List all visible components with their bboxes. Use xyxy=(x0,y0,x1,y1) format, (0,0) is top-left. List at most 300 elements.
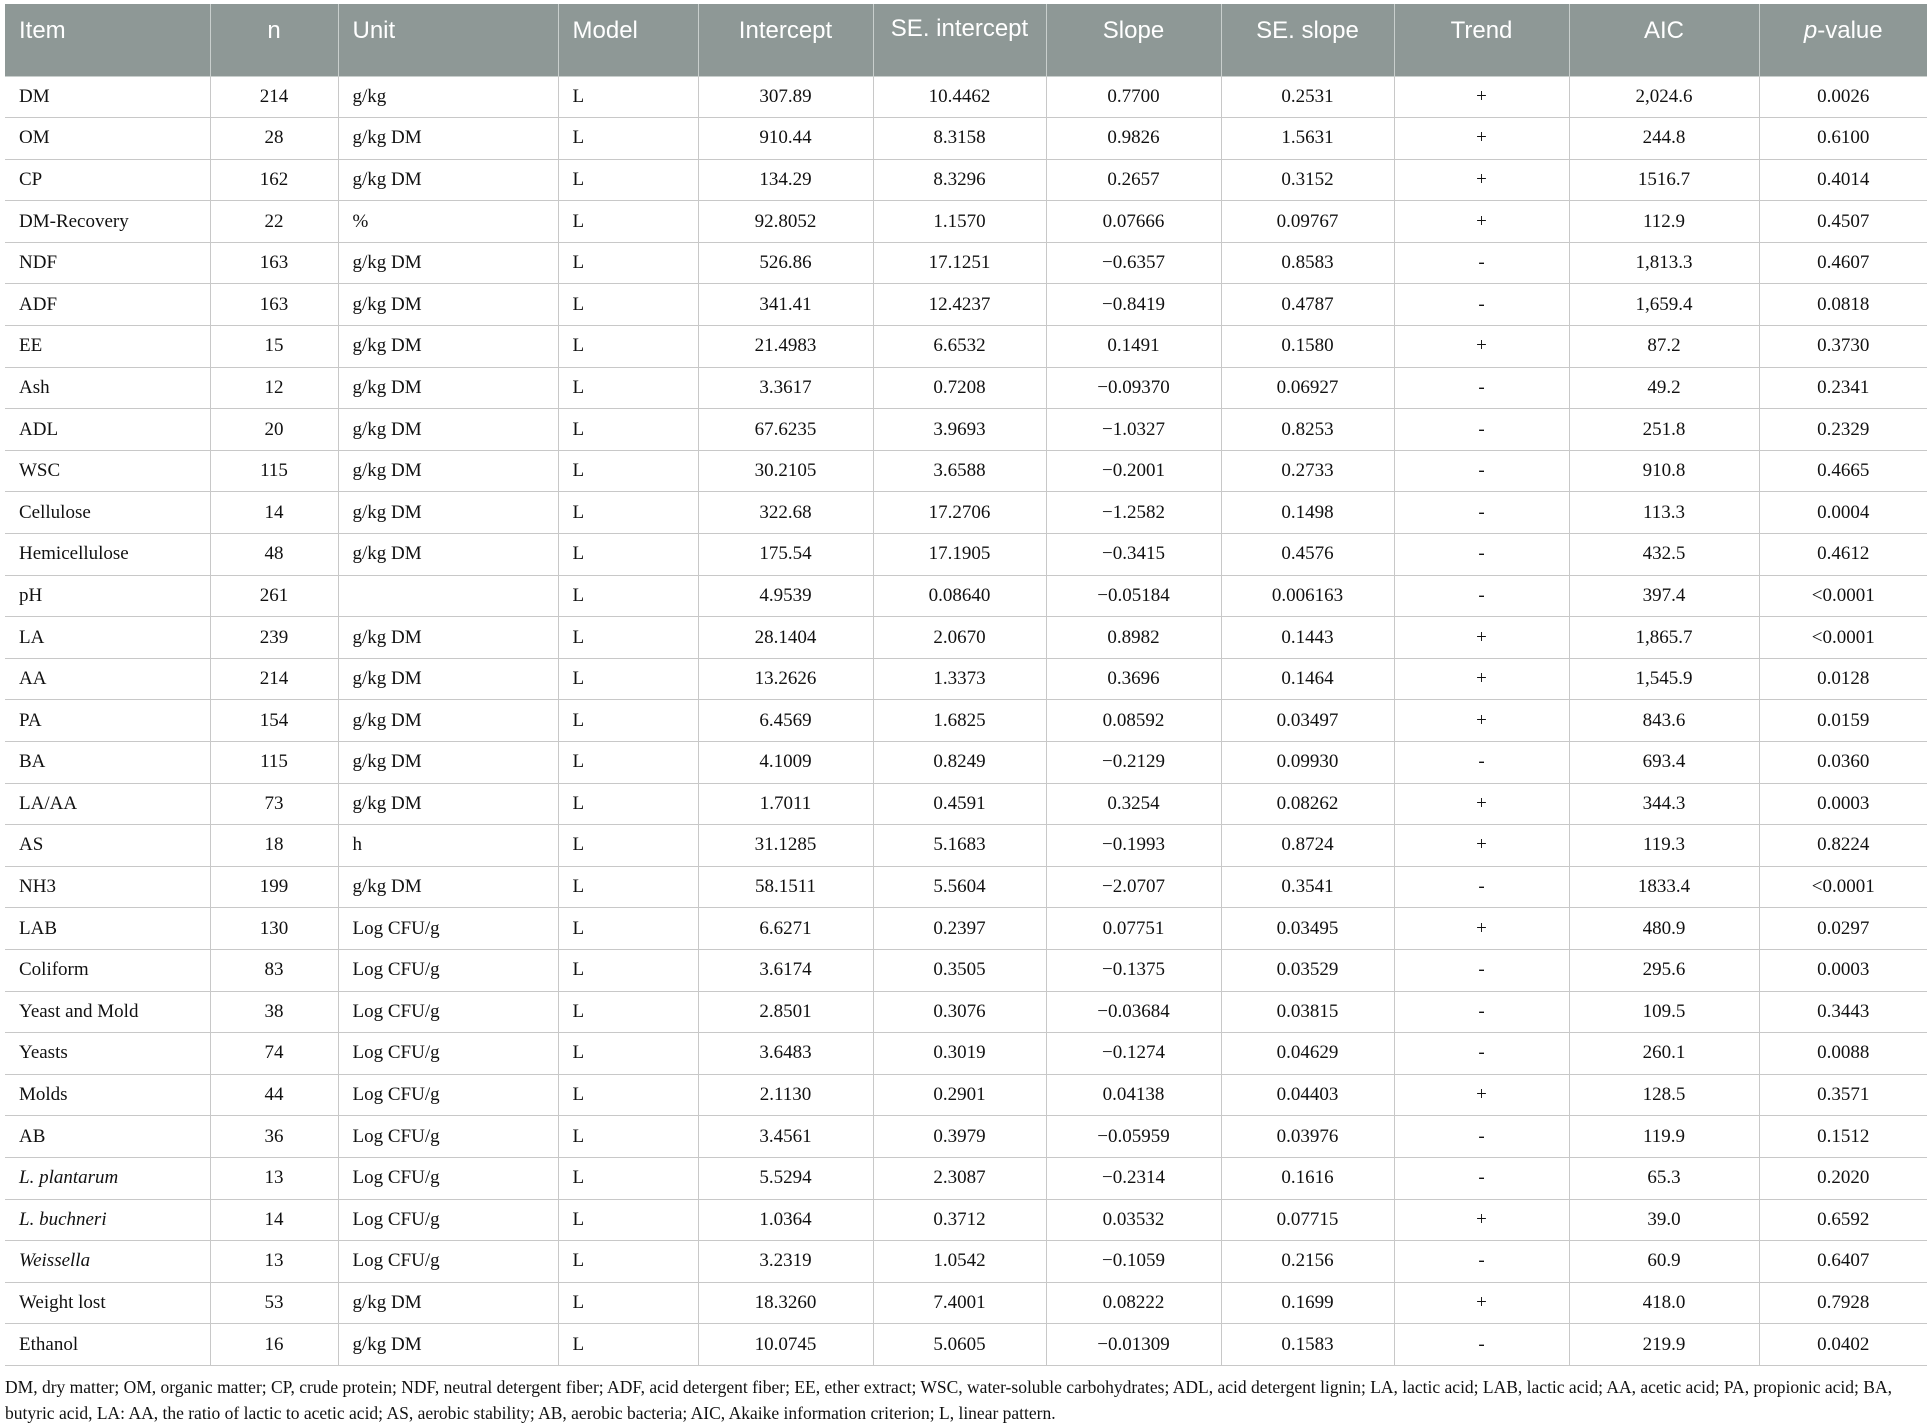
cell-model: L xyxy=(558,534,698,576)
cell-trend: - xyxy=(1394,1157,1569,1199)
cell-trend: - xyxy=(1394,991,1569,1033)
cell-item: Cellulose xyxy=(5,492,210,534)
cell-p-value: 0.0003 xyxy=(1759,783,1927,825)
cell-se-slope: 0.4576 xyxy=(1221,534,1394,576)
cell-intercept: 341.41 xyxy=(698,284,873,326)
table-row xyxy=(5,783,1927,825)
cell-item: Hemicellulose xyxy=(5,534,210,576)
header-n: n xyxy=(210,4,338,76)
cell-trend: + xyxy=(1394,783,1569,825)
cell-model: L xyxy=(558,492,698,534)
header-row xyxy=(5,4,1927,76)
cell-trend: + xyxy=(1394,118,1569,160)
cell-model: L xyxy=(558,783,698,825)
cell-model: L xyxy=(558,1074,698,1116)
cell-unit: Log CFU/g xyxy=(338,991,558,1033)
cell-aic: 910.8 xyxy=(1569,450,1759,492)
cell-model: L xyxy=(558,201,698,243)
cell-slope: 0.2657 xyxy=(1046,159,1221,201)
cell-unit: g/kg DM xyxy=(338,242,558,284)
cell-slope: −0.05184 xyxy=(1046,575,1221,617)
cell-slope: −0.2314 xyxy=(1046,1157,1221,1199)
table-row xyxy=(5,118,1927,160)
cell-intercept: 307.89 xyxy=(698,76,873,118)
table-row xyxy=(5,326,1927,368)
cell-p-value: 0.6100 xyxy=(1759,118,1927,160)
cell-item: ADF xyxy=(5,284,210,326)
cell-aic: 87.2 xyxy=(1569,326,1759,368)
cell-intercept: 526.86 xyxy=(698,242,873,284)
table-row xyxy=(5,949,1927,991)
cell-p-value: 0.6407 xyxy=(1759,1241,1927,1283)
cell-se-slope: 0.04629 xyxy=(1221,1033,1394,1075)
cell-n: 48 xyxy=(210,534,338,576)
cell-se-slope: 0.1498 xyxy=(1221,492,1394,534)
cell-slope: −0.01309 xyxy=(1046,1324,1221,1366)
cell-intercept: 18.3260 xyxy=(698,1282,873,1324)
cell-trend: - xyxy=(1394,242,1569,284)
cell-aic: 244.8 xyxy=(1569,118,1759,160)
cell-se-intercept: 3.6588 xyxy=(873,450,1046,492)
table-footnote: DM, dry matter; OM, organic matter; CP, crude protein; NDF, neutral detergent fiber; ADF, acid detergent fiber; EE, ether extract; WSC, water-soluble carbohydrates; ADL, acid detergent lignin; LA, lactic acid; LAB, lactic acid; AA, acetic acid; PA, propionic acid; BA, butyric acid, LA: AA, the ratio of lactic to acetic acid; AS, aerobic stability; AB, aerobic bacteria; AIC, Akaike information criterion; L, linear pattern. xyxy=(5,1376,1892,1423)
cell-aic: 1,545.9 xyxy=(1569,658,1759,700)
cell-unit: g/kg DM xyxy=(338,534,558,576)
cell-item: WSC xyxy=(5,450,210,492)
cell-se-slope: 0.07715 xyxy=(1221,1199,1394,1241)
cell-aic: 1,659.4 xyxy=(1569,284,1759,326)
cell-item: Molds xyxy=(5,1074,210,1116)
cell-se-intercept: 0.3019 xyxy=(873,1033,1046,1075)
cell-n: 83 xyxy=(210,949,338,991)
cell-intercept: 58.1511 xyxy=(698,866,873,908)
cell-model: L xyxy=(558,1199,698,1241)
cell-trend: + xyxy=(1394,326,1569,368)
regression-table xyxy=(5,4,1927,1366)
cell-n: 16 xyxy=(210,1324,338,1366)
cell-item: L. buchneri xyxy=(5,1199,210,1241)
header-slope: Slope xyxy=(1046,4,1221,76)
cell-unit: Log CFU/g xyxy=(338,1033,558,1075)
cell-item: NDF xyxy=(5,242,210,284)
cell-item: LA xyxy=(5,617,210,659)
cell-item: LAB xyxy=(5,908,210,950)
table-row xyxy=(5,866,1927,908)
cell-n: 130 xyxy=(210,908,338,950)
header-p-rest: -value xyxy=(1817,17,1883,44)
cell-unit: g/kg DM xyxy=(338,658,558,700)
cell-trend: + xyxy=(1394,908,1569,950)
cell-slope: −0.03684 xyxy=(1046,991,1221,1033)
cell-slope: 0.8982 xyxy=(1046,617,1221,659)
cell-se-slope: 0.1699 xyxy=(1221,1282,1394,1324)
cell-p-value: <0.0001 xyxy=(1759,575,1927,617)
cell-slope: −0.2001 xyxy=(1046,450,1221,492)
cell-intercept: 4.9539 xyxy=(698,575,873,617)
cell-p-value: 0.3730 xyxy=(1759,326,1927,368)
cell-n: 162 xyxy=(210,159,338,201)
cell-n: 115 xyxy=(210,450,338,492)
cell-p-value: 0.7928 xyxy=(1759,1282,1927,1324)
cell-p-value: 0.2341 xyxy=(1759,367,1927,409)
cell-p-value: 0.0088 xyxy=(1759,1033,1927,1075)
cell-p-value: <0.0001 xyxy=(1759,617,1927,659)
cell-se-intercept: 10.4462 xyxy=(873,76,1046,118)
cell-n: 73 xyxy=(210,783,338,825)
cell-model: L xyxy=(558,1241,698,1283)
cell-p-value: 0.0004 xyxy=(1759,492,1927,534)
cell-aic: 128.5 xyxy=(1569,1074,1759,1116)
cell-slope: −0.05959 xyxy=(1046,1116,1221,1158)
cell-item: Yeasts xyxy=(5,1033,210,1075)
cell-slope: 0.08592 xyxy=(1046,700,1221,742)
cell-n: 239 xyxy=(210,617,338,659)
table-body xyxy=(5,76,1927,1365)
cell-slope: 0.07666 xyxy=(1046,201,1221,243)
cell-trend: - xyxy=(1394,1033,1569,1075)
table-row xyxy=(5,1282,1927,1324)
cell-se-intercept: 7.4001 xyxy=(873,1282,1046,1324)
cell-slope: −0.1375 xyxy=(1046,949,1221,991)
cell-slope: −0.2129 xyxy=(1046,742,1221,784)
table-row xyxy=(5,1199,1927,1241)
cell-trend: + xyxy=(1394,658,1569,700)
cell-unit: g/kg DM xyxy=(338,1324,558,1366)
table-row xyxy=(5,1033,1927,1075)
cell-p-value: 0.0360 xyxy=(1759,742,1927,784)
cell-unit: g/kg DM xyxy=(338,492,558,534)
cell-aic: 219.9 xyxy=(1569,1324,1759,1366)
cell-se-slope: 0.006163 xyxy=(1221,575,1394,617)
table-row xyxy=(5,658,1927,700)
cell-slope: −2.0707 xyxy=(1046,866,1221,908)
cell-se-slope: 0.09930 xyxy=(1221,742,1394,784)
table-row xyxy=(5,617,1927,659)
cell-trend: + xyxy=(1394,1074,1569,1116)
cell-se-intercept: 0.2397 xyxy=(873,908,1046,950)
cell-n: 214 xyxy=(210,658,338,700)
cell-unit: g/kg DM xyxy=(338,700,558,742)
cell-unit: % xyxy=(338,201,558,243)
cell-se-slope: 0.03497 xyxy=(1221,700,1394,742)
cell-unit: g/kg DM xyxy=(338,326,558,368)
cell-item: BA xyxy=(5,742,210,784)
cell-trend: + xyxy=(1394,617,1569,659)
cell-model: L xyxy=(558,908,698,950)
cell-trend: - xyxy=(1394,409,1569,451)
cell-item: Weissella xyxy=(5,1241,210,1283)
cell-se-slope: 0.2156 xyxy=(1221,1241,1394,1283)
cell-item: AB xyxy=(5,1116,210,1158)
cell-n: 44 xyxy=(210,1074,338,1116)
cell-se-intercept: 1.6825 xyxy=(873,700,1046,742)
cell-se-intercept: 17.1251 xyxy=(873,242,1046,284)
cell-se-slope: 0.1464 xyxy=(1221,658,1394,700)
cell-slope: −0.1993 xyxy=(1046,825,1221,867)
table-row xyxy=(5,367,1927,409)
cell-se-slope: 0.3152 xyxy=(1221,159,1394,201)
cell-trend: + xyxy=(1394,700,1569,742)
cell-intercept: 3.2319 xyxy=(698,1241,873,1283)
cell-unit: Log CFU/g xyxy=(338,1116,558,1158)
cell-model: L xyxy=(558,991,698,1033)
header-se-intercept: SE. intercept xyxy=(873,4,1046,76)
cell-intercept: 3.6483 xyxy=(698,1033,873,1075)
cell-se-intercept: 1.1570 xyxy=(873,201,1046,243)
cell-p-value: 0.4665 xyxy=(1759,450,1927,492)
cell-intercept: 322.68 xyxy=(698,492,873,534)
cell-intercept: 134.29 xyxy=(698,159,873,201)
cell-p-value: 0.0159 xyxy=(1759,700,1927,742)
cell-aic: 1516.7 xyxy=(1569,159,1759,201)
cell-p-value: 0.2329 xyxy=(1759,409,1927,451)
cell-unit: Log CFU/g xyxy=(338,1241,558,1283)
cell-unit: Log CFU/g xyxy=(338,949,558,991)
cell-se-intercept: 17.1905 xyxy=(873,534,1046,576)
cell-se-intercept: 8.3296 xyxy=(873,159,1046,201)
cell-n: 154 xyxy=(210,700,338,742)
cell-model: L xyxy=(558,949,698,991)
cell-se-slope: 1.5631 xyxy=(1221,118,1394,160)
cell-aic: 344.3 xyxy=(1569,783,1759,825)
table-row xyxy=(5,1157,1927,1199)
cell-slope: −1.0327 xyxy=(1046,409,1221,451)
cell-model: L xyxy=(558,617,698,659)
cell-se-intercept: 17.2706 xyxy=(873,492,1046,534)
cell-unit: g/kg DM xyxy=(338,450,558,492)
cell-n: 199 xyxy=(210,866,338,908)
cell-intercept: 4.1009 xyxy=(698,742,873,784)
cell-intercept: 21.4983 xyxy=(698,326,873,368)
cell-model: L xyxy=(558,1324,698,1366)
cell-slope: −0.3415 xyxy=(1046,534,1221,576)
cell-aic: 39.0 xyxy=(1569,1199,1759,1241)
cell-unit: g/kg xyxy=(338,76,558,118)
cell-intercept: 175.54 xyxy=(698,534,873,576)
cell-intercept: 1.7011 xyxy=(698,783,873,825)
cell-intercept: 13.2626 xyxy=(698,658,873,700)
cell-n: 12 xyxy=(210,367,338,409)
cell-item: OM xyxy=(5,118,210,160)
cell-trend: - xyxy=(1394,1116,1569,1158)
cell-trend: - xyxy=(1394,492,1569,534)
header-item: Item xyxy=(5,4,210,76)
cell-trend: + xyxy=(1394,201,1569,243)
cell-intercept: 910.44 xyxy=(698,118,873,160)
cell-p-value: <0.0001 xyxy=(1759,866,1927,908)
table-row xyxy=(5,201,1927,243)
cell-model: L xyxy=(558,1282,698,1324)
cell-se-intercept: 0.3076 xyxy=(873,991,1046,1033)
cell-n: 214 xyxy=(210,76,338,118)
cell-p-value: 0.0402 xyxy=(1759,1324,1927,1366)
cell-trend: - xyxy=(1394,367,1569,409)
cell-p-value: 0.4612 xyxy=(1759,534,1927,576)
cell-se-slope: 0.1616 xyxy=(1221,1157,1394,1199)
cell-p-value: 0.2020 xyxy=(1759,1157,1927,1199)
cell-unit: g/kg DM xyxy=(338,866,558,908)
cell-p-value: 0.8224 xyxy=(1759,825,1927,867)
header-p-italic: p xyxy=(1803,17,1818,44)
cell-item: NH3 xyxy=(5,866,210,908)
table-row xyxy=(5,242,1927,284)
cell-aic: 260.1 xyxy=(1569,1033,1759,1075)
cell-se-slope: 0.04403 xyxy=(1221,1074,1394,1116)
cell-se-slope: 0.3541 xyxy=(1221,866,1394,908)
cell-se-intercept: 0.08640 xyxy=(873,575,1046,617)
cell-slope: 0.1491 xyxy=(1046,326,1221,368)
cell-se-intercept: 1.3373 xyxy=(873,658,1046,700)
cell-aic: 119.3 xyxy=(1569,825,1759,867)
cell-n: 53 xyxy=(210,1282,338,1324)
cell-aic: 1,865.7 xyxy=(1569,617,1759,659)
cell-item: L. plantarum xyxy=(5,1157,210,1199)
cell-trend: + xyxy=(1394,76,1569,118)
cell-aic: 397.4 xyxy=(1569,575,1759,617)
cell-n: 13 xyxy=(210,1157,338,1199)
cell-model: L xyxy=(558,367,698,409)
table-row xyxy=(5,742,1927,784)
cell-se-intercept: 3.9693 xyxy=(873,409,1046,451)
cell-model: L xyxy=(558,159,698,201)
cell-slope: 0.03532 xyxy=(1046,1199,1221,1241)
header-p-value xyxy=(1759,4,1927,76)
cell-slope: 0.3696 xyxy=(1046,658,1221,700)
cell-item: CP xyxy=(5,159,210,201)
cell-model: L xyxy=(558,1033,698,1075)
cell-aic: 113.3 xyxy=(1569,492,1759,534)
header-unit: Unit xyxy=(338,4,558,76)
cell-item: DM xyxy=(5,76,210,118)
cell-slope: 0.07751 xyxy=(1046,908,1221,950)
cell-se-intercept: 0.7208 xyxy=(873,367,1046,409)
table-row xyxy=(5,825,1927,867)
cell-trend: - xyxy=(1394,534,1569,576)
cell-unit: g/kg DM xyxy=(338,617,558,659)
cell-trend: - xyxy=(1394,866,1569,908)
cell-intercept: 92.8052 xyxy=(698,201,873,243)
cell-intercept: 31.1285 xyxy=(698,825,873,867)
cell-p-value: 0.6592 xyxy=(1759,1199,1927,1241)
table-row xyxy=(5,1116,1927,1158)
cell-item: PA xyxy=(5,700,210,742)
cell-se-intercept: 5.5604 xyxy=(873,866,1046,908)
cell-item: ADL xyxy=(5,409,210,451)
cell-model: L xyxy=(558,284,698,326)
cell-intercept: 67.6235 xyxy=(698,409,873,451)
cell-n: 20 xyxy=(210,409,338,451)
cell-model: L xyxy=(558,118,698,160)
cell-aic: 65.3 xyxy=(1569,1157,1759,1199)
cell-p-value: 0.0003 xyxy=(1759,949,1927,991)
header-model: Model xyxy=(558,4,698,76)
table-row xyxy=(5,991,1927,1033)
cell-aic: 1,813.3 xyxy=(1569,242,1759,284)
table-row xyxy=(5,1074,1927,1116)
cell-item: Ethanol xyxy=(5,1324,210,1366)
cell-p-value: 0.0297 xyxy=(1759,908,1927,950)
cell-intercept: 3.4561 xyxy=(698,1116,873,1158)
cell-intercept: 3.3617 xyxy=(698,367,873,409)
cell-slope: 0.9826 xyxy=(1046,118,1221,160)
cell-se-slope: 0.1583 xyxy=(1221,1324,1394,1366)
cell-intercept: 6.4569 xyxy=(698,700,873,742)
cell-se-intercept: 8.3158 xyxy=(873,118,1046,160)
cell-intercept: 6.6271 xyxy=(698,908,873,950)
cell-aic: 843.6 xyxy=(1569,700,1759,742)
cell-model: L xyxy=(558,409,698,451)
cell-se-slope: 0.8253 xyxy=(1221,409,1394,451)
cell-item: DM-Recovery xyxy=(5,201,210,243)
cell-trend: - xyxy=(1394,949,1569,991)
header-intercept: Intercept xyxy=(698,4,873,76)
table-row xyxy=(5,409,1927,451)
cell-se-intercept: 6.6532 xyxy=(873,326,1046,368)
cell-trend: + xyxy=(1394,159,1569,201)
cell-trend: - xyxy=(1394,284,1569,326)
cell-aic: 432.5 xyxy=(1569,534,1759,576)
cell-p-value: 0.4014 xyxy=(1759,159,1927,201)
cell-model: L xyxy=(558,1157,698,1199)
cell-n: 163 xyxy=(210,284,338,326)
cell-n: 38 xyxy=(210,991,338,1033)
cell-slope: 0.04138 xyxy=(1046,1074,1221,1116)
cell-trend: - xyxy=(1394,1241,1569,1283)
cell-aic: 109.5 xyxy=(1569,991,1759,1033)
cell-unit: Log CFU/g xyxy=(338,1074,558,1116)
table-row xyxy=(5,534,1927,576)
cell-n: 14 xyxy=(210,1199,338,1241)
cell-slope: 0.7700 xyxy=(1046,76,1221,118)
cell-intercept: 10.0745 xyxy=(698,1324,873,1366)
cell-unit: Log CFU/g xyxy=(338,1199,558,1241)
cell-aic: 49.2 xyxy=(1569,367,1759,409)
cell-item: Weight lost xyxy=(5,1282,210,1324)
cell-se-intercept: 5.0605 xyxy=(873,1324,1046,1366)
cell-slope: −0.1059 xyxy=(1046,1241,1221,1283)
cell-slope: −0.09370 xyxy=(1046,367,1221,409)
cell-p-value: 0.3571 xyxy=(1759,1074,1927,1116)
cell-se-slope: 0.4787 xyxy=(1221,284,1394,326)
cell-p-value: 0.3443 xyxy=(1759,991,1927,1033)
cell-item: Coliform xyxy=(5,949,210,991)
cell-aic: 119.9 xyxy=(1569,1116,1759,1158)
cell-aic: 251.8 xyxy=(1569,409,1759,451)
cell-p-value: 0.0818 xyxy=(1759,284,1927,326)
cell-se-intercept: 0.3505 xyxy=(873,949,1046,991)
cell-item: pH xyxy=(5,575,210,617)
cell-se-slope: 0.03815 xyxy=(1221,991,1394,1033)
cell-se-intercept: 0.8249 xyxy=(873,742,1046,784)
cell-se-slope: 0.2531 xyxy=(1221,76,1394,118)
cell-unit: g/kg DM xyxy=(338,409,558,451)
table-row xyxy=(5,450,1927,492)
cell-n: 115 xyxy=(210,742,338,784)
cell-p-value: 0.4607 xyxy=(1759,242,1927,284)
cell-slope: −0.1274 xyxy=(1046,1033,1221,1075)
cell-unit: g/kg DM xyxy=(338,742,558,784)
cell-model: L xyxy=(558,450,698,492)
cell-p-value: 0.4507 xyxy=(1759,201,1927,243)
cell-aic: 112.9 xyxy=(1569,201,1759,243)
cell-se-slope: 0.2733 xyxy=(1221,450,1394,492)
cell-trend: + xyxy=(1394,1199,1569,1241)
cell-unit xyxy=(338,575,558,617)
cell-se-intercept: 2.0670 xyxy=(873,617,1046,659)
cell-model: L xyxy=(558,825,698,867)
cell-unit: h xyxy=(338,825,558,867)
table-row xyxy=(5,1324,1927,1366)
cell-se-intercept: 1.0542 xyxy=(873,1241,1046,1283)
